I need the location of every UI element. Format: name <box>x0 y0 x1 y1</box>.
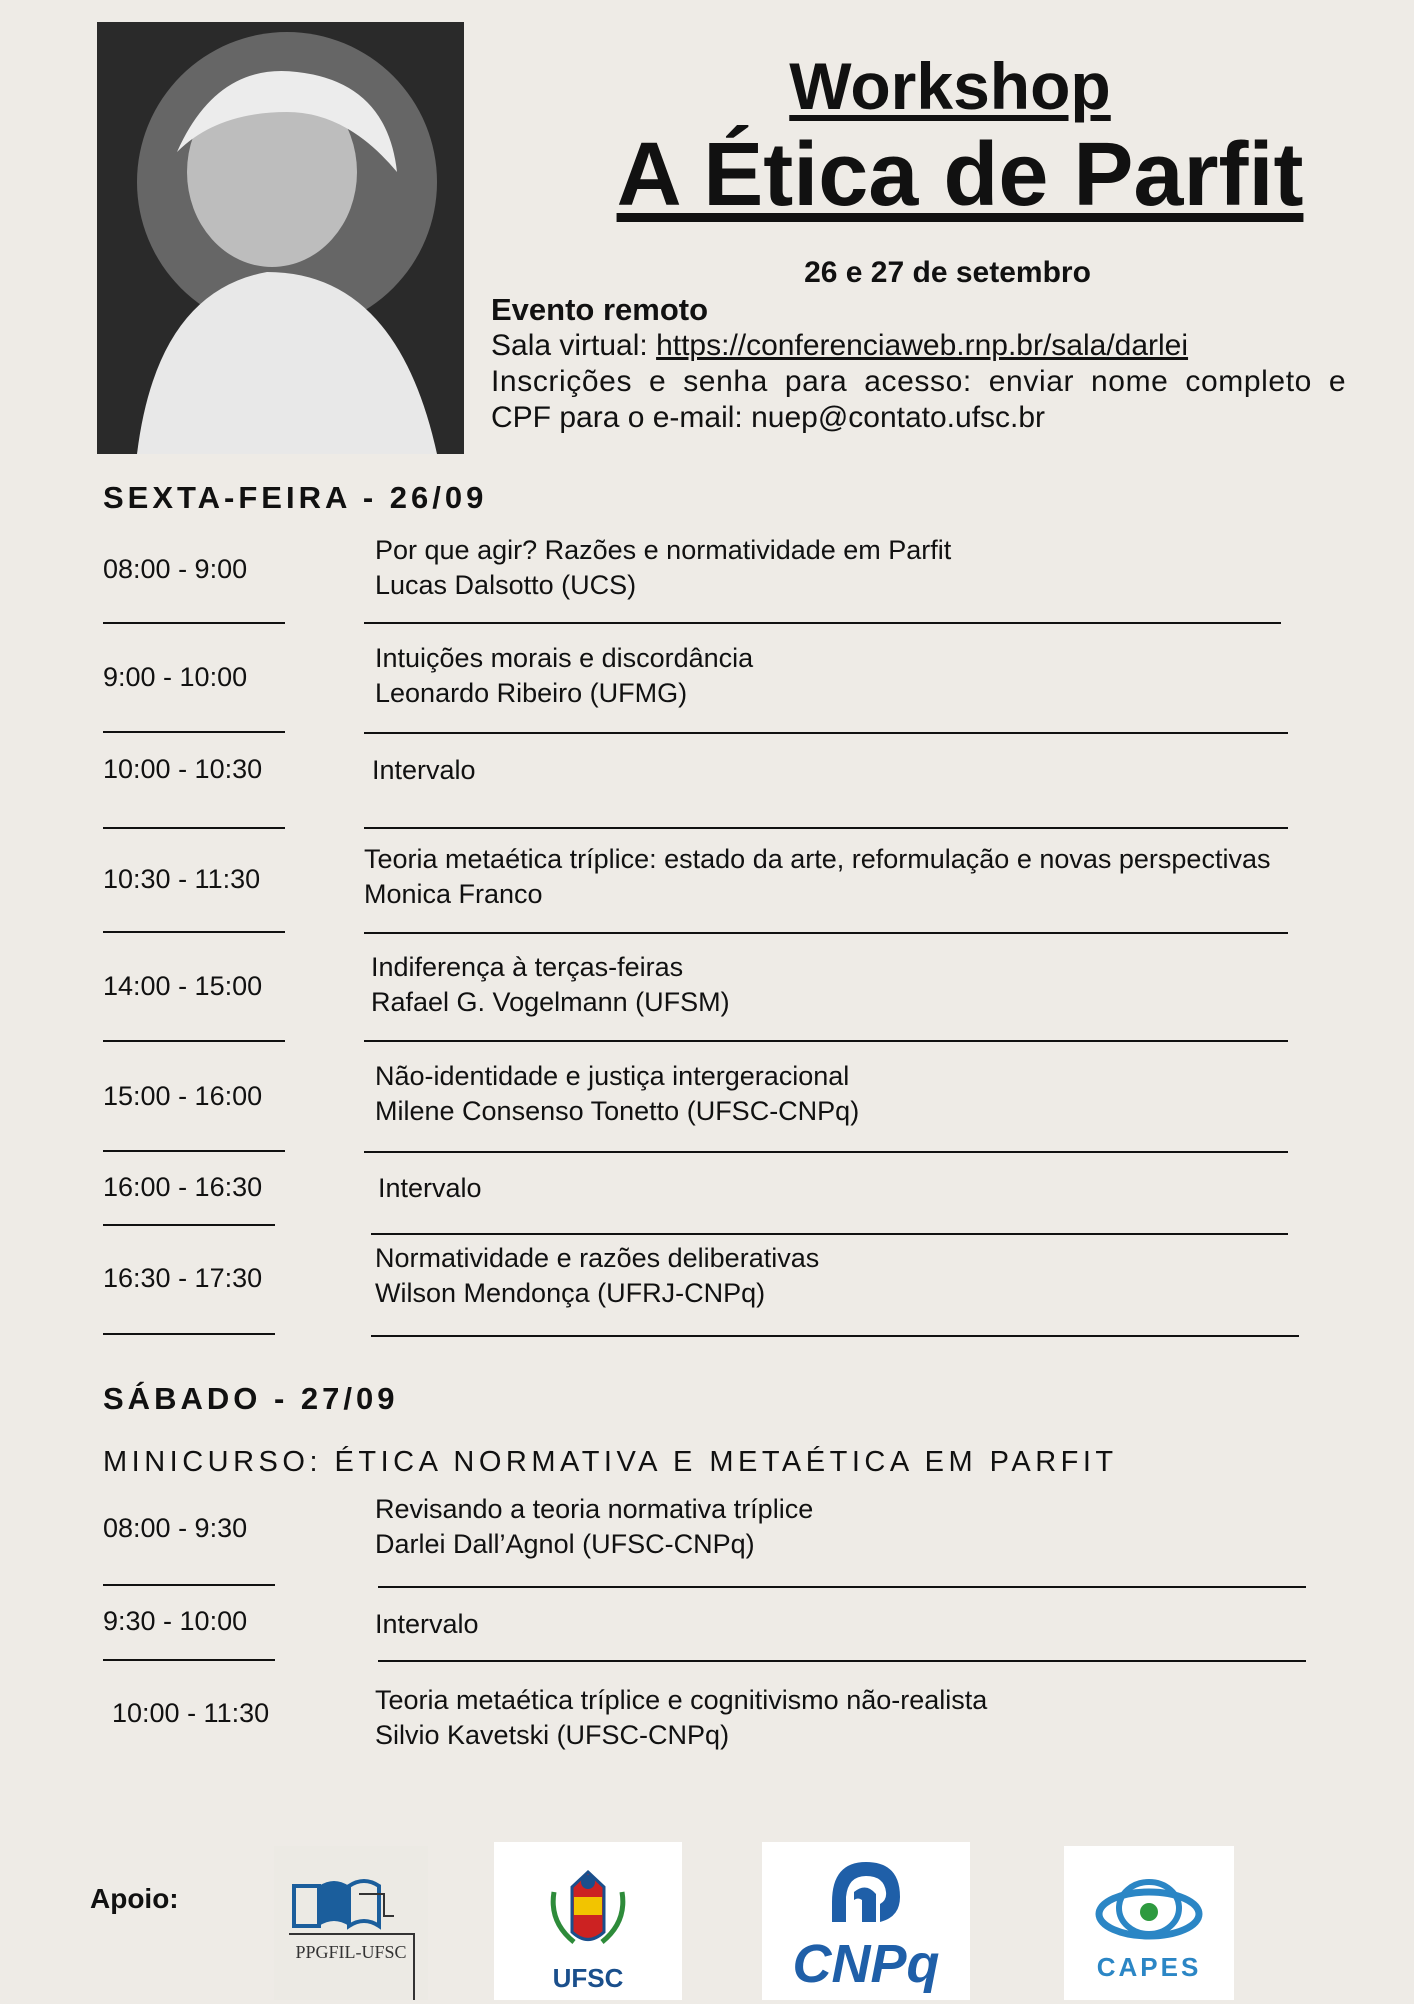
virtual-room-line <box>491 328 1406 364</box>
session-talk <box>371 950 730 1020</box>
session-title: Intervalo <box>375 1609 479 1639</box>
session-time: 9:30 - 10:00 <box>103 1606 248 1636</box>
event-info <box>491 328 1406 436</box>
support-label: Apoio: <box>90 1883 179 1914</box>
session-speaker: Leonardo Ribeiro (UFMG) <box>375 678 688 708</box>
session-time: 9:00 - 10:00 <box>103 662 248 692</box>
session-speaker: Milene Consenso Tonetto (UFSC-CNPq) <box>375 1096 860 1126</box>
page-title: A Ética de Parfit <box>616 125 1304 225</box>
session-time: 14:00 - 15:00 <box>103 971 263 1001</box>
divider <box>103 1584 275 1586</box>
session-talk <box>378 1171 482 1206</box>
divider <box>364 622 1281 624</box>
session-talk <box>372 753 476 788</box>
session-talk <box>375 1492 813 1562</box>
divider <box>371 1233 1288 1235</box>
registration-line-1: Inscrições e senha para acesso: enviar nome completo e <box>491 365 1347 398</box>
session-speaker: Monica Franco <box>364 879 543 909</box>
divider <box>364 732 1288 734</box>
session-talk <box>375 641 753 711</box>
virtual-room-link[interactable]: https://conferenciaweb.rnp.br/sala/darlei <box>656 329 1189 362</box>
session-speaker: Darlei Dall’Agnol (UFSC-CNPq) <box>375 1529 755 1559</box>
session-talk <box>375 533 951 603</box>
session-talk <box>375 1683 987 1753</box>
cnpq-logo-text: CNPq <box>792 1934 940 1994</box>
session-title: Intuições morais e discordância <box>375 643 754 673</box>
divider <box>103 931 285 933</box>
minicourse-heading: MINICURSO: ÉTICA NORMATIVA E METAÉTICA EM PARFIT <box>103 1446 1118 1478</box>
divider <box>364 1151 1288 1153</box>
session-talk <box>375 1059 859 1129</box>
session-speaker: Silvio Kavetski (UFSC-CNPq) <box>375 1720 730 1750</box>
session-talk <box>375 1241 819 1311</box>
ufsc-logo <box>494 1842 682 2000</box>
divider <box>103 731 285 733</box>
session-time: 15:00 - 16:00 <box>103 1081 263 1111</box>
session-time: 10:00 - 11:30 <box>112 1698 270 1728</box>
speaker-photo <box>97 22 464 454</box>
session-speaker: Lucas Dalsotto (UCS) <box>375 570 637 600</box>
capes-logo <box>1064 1846 1234 2000</box>
divider <box>103 1040 285 1042</box>
session-time: 08:00 - 9:00 <box>103 554 248 584</box>
session-title: Revisando a teoria normativa tríplice <box>375 1494 814 1524</box>
capes-logo-text: CAPES <box>1096 1952 1202 1982</box>
divider <box>103 1150 285 1152</box>
workshop-label: Workshop <box>789 49 1111 123</box>
event-dates: 26 e 27 de setembro <box>804 256 1091 289</box>
session-talk <box>375 1607 479 1642</box>
session-title: Teoria metaética tríplice e cognitivismo não-realista <box>375 1685 988 1715</box>
friday-heading: SEXTA-FEIRA - 26/09 <box>103 480 488 515</box>
saturday-heading: SÁBADO - 27/09 <box>103 1381 399 1416</box>
session-time: 08:00 - 9:30 <box>103 1513 248 1543</box>
divider <box>364 1040 1288 1042</box>
cnpq-logo <box>762 1842 970 2000</box>
event-type: Evento remoto <box>491 292 709 327</box>
divider <box>371 1335 1299 1337</box>
session-talk <box>364 842 1270 912</box>
ppgfil-logo <box>274 1846 428 2000</box>
ufsc-logo-text: UFSC <box>552 1963 624 1993</box>
session-speaker: Wilson Mendonça (UFRJ-CNPq) <box>375 1278 766 1308</box>
session-title: Não-identidade e justiça intergeracional <box>375 1061 850 1091</box>
registration-line-2: CPF para o e-mail: nuep@contato.ufsc.br <box>491 401 1046 434</box>
divider <box>378 1586 1306 1588</box>
session-title: Intervalo <box>372 755 476 785</box>
session-title: Por que agir? Razões e normatividade em Parfit <box>375 535 952 565</box>
ppgfil-logo-text: PPGFIL-UFSC <box>295 1942 407 1962</box>
divider <box>103 1224 275 1226</box>
session-title: Intervalo <box>378 1173 482 1203</box>
divider <box>103 1333 275 1335</box>
divider <box>103 827 285 829</box>
session-time: 16:00 - 16:30 <box>103 1172 263 1202</box>
divider <box>103 1659 275 1661</box>
virtual-room-label: Sala virtual: <box>491 329 657 362</box>
session-title: Indiferença à terças-feiras <box>371 952 684 982</box>
session-title: Normatividade e razões deliberativas <box>375 1243 820 1273</box>
divider <box>378 1660 1306 1662</box>
session-title: Teoria metaética tríplice: estado da arte, reformulação e novas perspectivas <box>364 844 1271 874</box>
session-time: 10:30 - 11:30 <box>103 864 261 894</box>
divider <box>103 622 285 624</box>
divider <box>364 827 1288 829</box>
session-time: 10:00 - 10:30 <box>103 754 263 784</box>
divider <box>364 932 1288 934</box>
session-speaker: Rafael G. Vogelmann (UFSM) <box>371 987 730 1017</box>
session-time: 16:30 - 17:30 <box>103 1263 263 1293</box>
